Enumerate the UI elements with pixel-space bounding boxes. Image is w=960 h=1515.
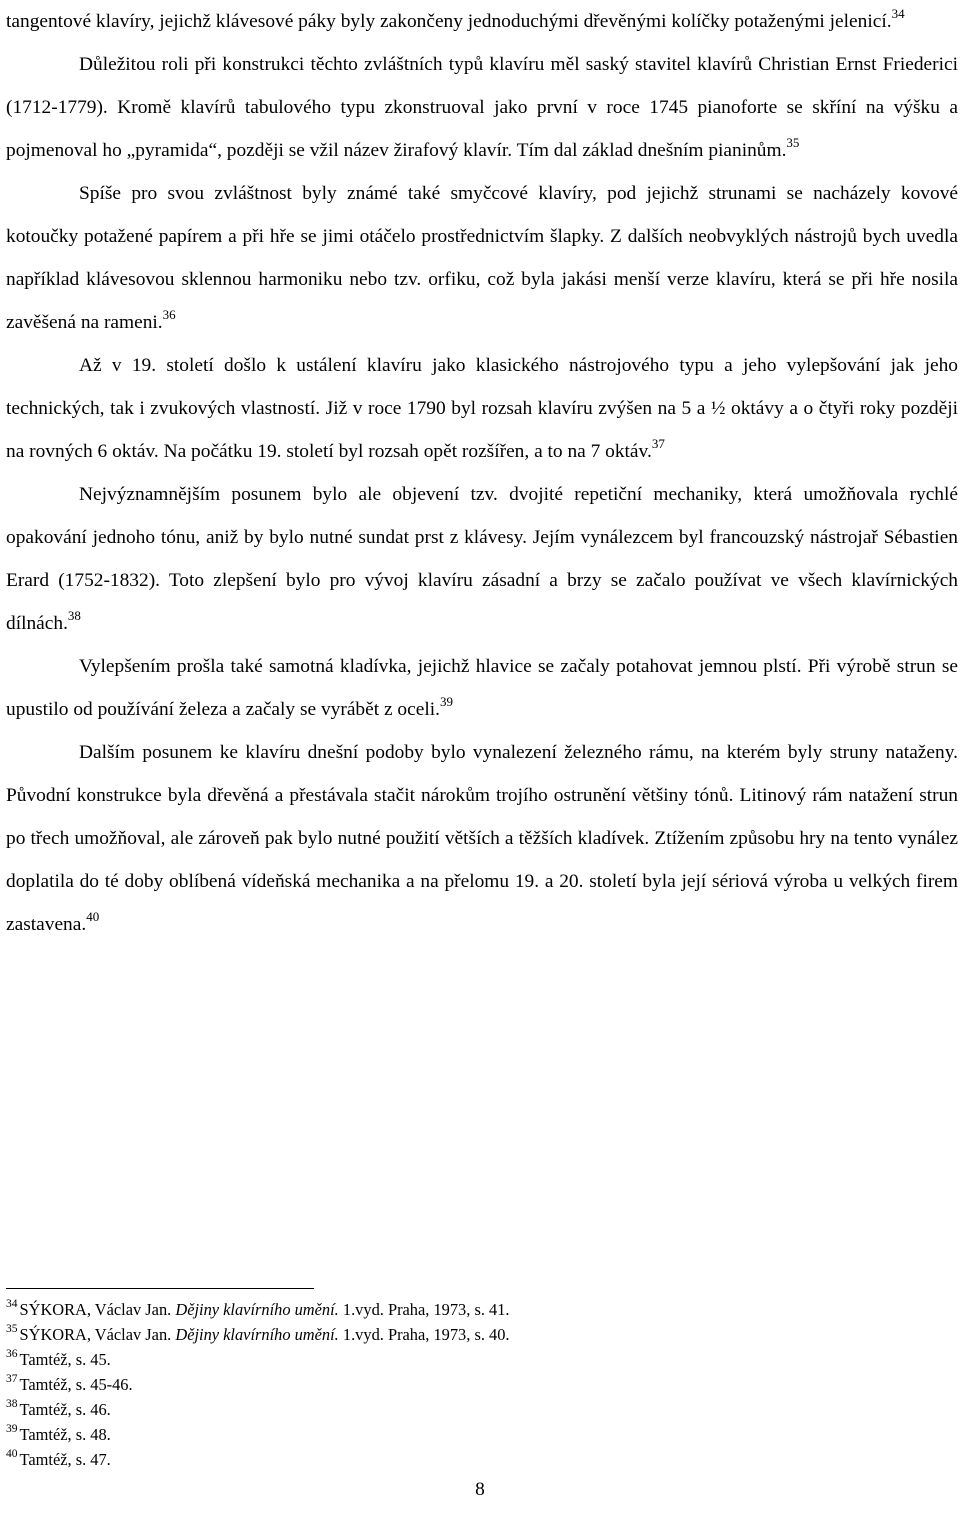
paragraph-6: [6, 645, 958, 731]
footnote-36: [6, 1347, 906, 1372]
footnote-text: Tamtéž, s. 48.: [19, 1425, 111, 1444]
footnote-number: 34: [6, 1297, 18, 1310]
paragraph-7: [6, 731, 958, 946]
paragraph-5: [6, 473, 958, 645]
paragraph-6-text: Vylepšením prošla také samotná kladívka, jejichž hlavice se začaly potahovat jemnou plstí. Při výrobě strun se upustilo od používání železa a začaly se vyrábět z oceli.: [6, 656, 958, 720]
footnote-text: SÝKORA, Václav Jan.: [19, 1325, 176, 1344]
paragraph-2: [6, 43, 958, 172]
footnote-text: Tamtéž, s. 45.: [19, 1350, 111, 1369]
footnotes: [6, 1288, 906, 1472]
footnote-details: 1.vyd. Praha, 1973, s. 40.: [338, 1325, 510, 1344]
paragraph-3-text: Spíše pro svou zvláštnost byly známé také smyčcové klavíry, pod jejichž strunami se nacházely kovové kotoučky potažené papírem a při hře se jimi otáčelo prostřednictvím šlapky. Z dalších neobvyklých nástrojů bych uvedla například klávesovou sklennou harmoniku nebo tzv. orfiku, což byla jakási menší verze klavíru, která se při hře nosila zavěšená na rameni.: [6, 183, 958, 333]
footnote-text: SÝKORA, Václav Jan.: [19, 1300, 176, 1319]
paragraph-5-text: Nejvýznamnějším posunem bylo ale objevení tzv. dvojité repetiční mechaniky, která umožňovala rychlé opakování jednoho tónu, aniž by bylo nutné sundat prst z klávesy. Jejím vynálezcem byl francouzský nástrojař Sébastien Erard (1752-1832). Toto zlepšení bylo pro vývoj klavíru zásadní a brzy se začalo používat ve všech klavírnických dílnách.: [6, 484, 958, 634]
footnote-ref-36[interactable]: 36: [162, 306, 176, 322]
footnote-ref-34[interactable]: 34: [891, 5, 905, 21]
document-page: [6, 0, 958, 946]
footnote-39: [6, 1422, 906, 1447]
footnote-ref-40[interactable]: 40: [86, 908, 100, 924]
footnote-text: Tamtéž, s. 45-46.: [19, 1375, 133, 1394]
footnote-number: 36: [6, 1347, 18, 1360]
footnote-number: 37: [6, 1372, 18, 1385]
footnote-38: [6, 1397, 906, 1422]
paragraph-1-text: tangentové klavíry, jejichž klávesové páky byly zakončeny jednoduchými dřevěnými kolíčky potaženými jelenicí.: [6, 11, 892, 32]
footnote-number: 40: [6, 1447, 18, 1460]
footnote-number: 38: [6, 1397, 18, 1410]
paragraph-2-text: Důležitou roli při konstrukci těchto zvláštních typů klavíru měl saský stavitel klavírů Christian Ernst Friederici (1712-1779). Kromě klavírů tabulového typu zkonstruoval jako první v roce 1745 pianoforte se skříní na výšku a pojmenoval ho „pyramida“, později se vžil název žirafový klavír. Tím dal základ dnešním pianinům.: [6, 54, 958, 161]
footnote-details: 1.vyd. Praha, 1973, s. 41.: [338, 1300, 510, 1319]
footnote-ref-35[interactable]: 35: [786, 134, 800, 150]
footnote-40: [6, 1447, 906, 1472]
footnote-book-title: Dějiny klavírního umění.: [175, 1325, 339, 1344]
footnote-divider: [6, 1288, 314, 1289]
paragraph-4: [6, 344, 958, 473]
footnote-ref-38[interactable]: 38: [67, 607, 81, 623]
footnote-book-title: Dějiny klavírního umění.: [175, 1300, 339, 1319]
footnote-text: Tamtéž, s. 47.: [19, 1450, 111, 1469]
paragraph-1: [6, 0, 958, 43]
body-text: [6, 0, 958, 946]
footnote-37: [6, 1372, 906, 1397]
footnote-34: [6, 1297, 906, 1322]
page-number: 8: [475, 1479, 485, 1500]
footnote-ref-39[interactable]: 39: [439, 693, 453, 709]
paragraph-4-text: Až v 19. století došlo k ustálení klavíru jako klasického nástrojového typu a jeho vylepšování jak jeho technických, tak i zvukových vlastností. Již v roce 1790 byl rozsah klavíru zvýšen na 5 a ½ oktávy a o čtyři roky později na rovných 6 oktáv. Na počátku 19. století byl rozsah opět rozšířen, a to na 7 oktáv.: [6, 355, 958, 462]
footnote-ref-37[interactable]: 37: [651, 435, 665, 451]
footnote-number: 39: [6, 1422, 18, 1435]
footnote-text: Tamtéž, s. 46.: [19, 1400, 111, 1419]
paragraph-7-text: Dalším posunem ke klavíru dnešní podoby bylo vynalezení železného rámu, na kterém byly struny nataženy. Původní konstrukce byla dřevěná a přestávala stačit nárokům trojího ostrunění většiny tónů. Litinový rám natažení strun po třech umožňoval, ale zároveň pak bylo nutné použití větších a těžších kladívek. Ztížením způsobu hry na tento vynález doplatila do té doby oblíbená vídeňská mechanika a na přelomu 19. a 20. století byla její sériová výroba u velkých firem zastavena.: [6, 742, 958, 935]
footnote-35: [6, 1322, 906, 1347]
footnote-number: 35: [6, 1322, 18, 1335]
paragraph-3: [6, 172, 958, 344]
